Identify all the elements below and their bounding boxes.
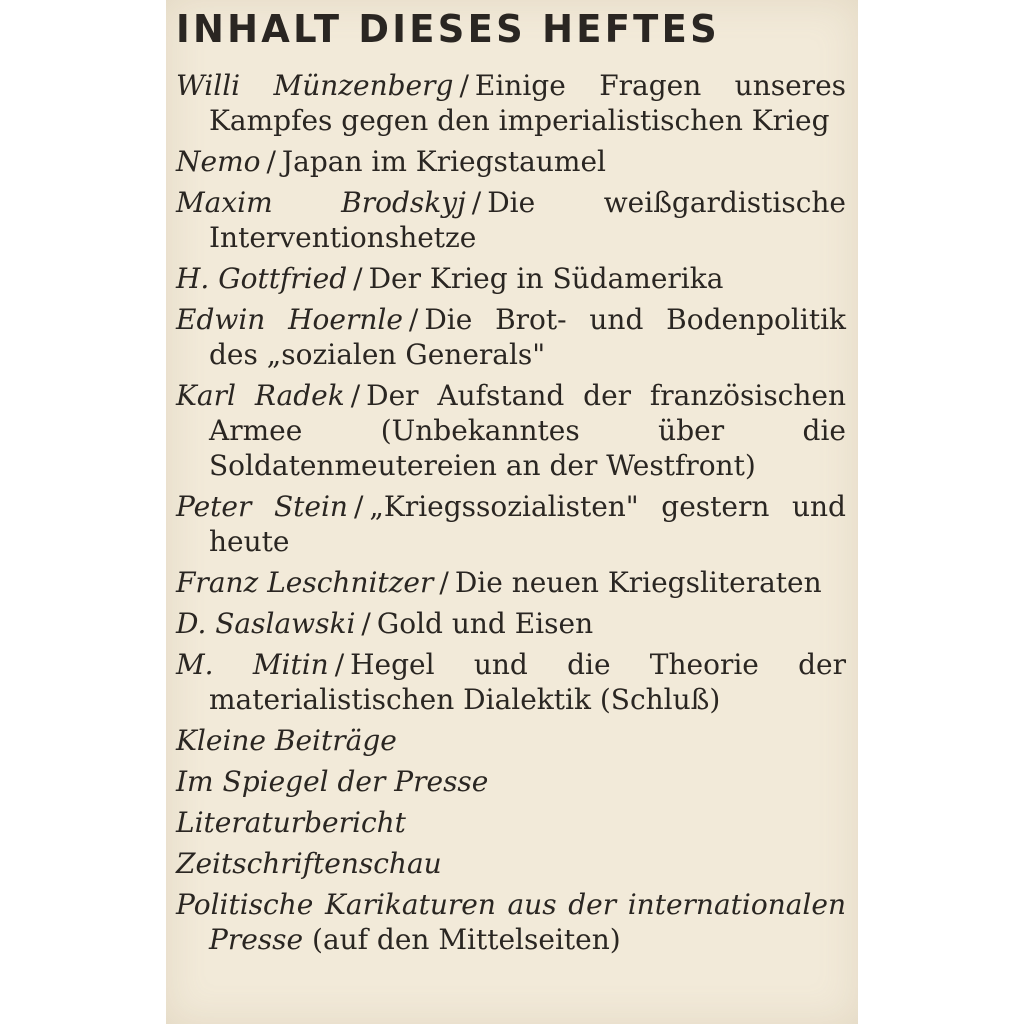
toc-entry-section bbox=[176, 805, 846, 840]
contents-heading: INHALT DIESES HEFTES bbox=[176, 7, 720, 51]
entry-author: Edwin Hoernle bbox=[176, 303, 403, 336]
entry-note: (auf den Mittelseiten) bbox=[312, 923, 621, 956]
entry-section-title: Politische Karikaturen aus der internationalen Presse bbox=[176, 888, 846, 956]
entry-section-title: Literaturbericht bbox=[176, 806, 406, 839]
toc-entry bbox=[176, 489, 846, 559]
toc-entry-section bbox=[176, 764, 846, 799]
toc-entry bbox=[176, 261, 846, 296]
toc-entry bbox=[176, 606, 846, 641]
entry-separator: / bbox=[361, 607, 371, 640]
entry-title: Die neuen Kriegsliteraten bbox=[454, 566, 822, 599]
entry-author: M. Mitin bbox=[176, 648, 329, 681]
entry-author: Peter Stein bbox=[176, 490, 348, 523]
entry-separator: / bbox=[408, 303, 419, 336]
entry-title: Der Krieg in Südamerika bbox=[368, 262, 724, 295]
entry-separator: / bbox=[353, 490, 364, 523]
entry-separator: / bbox=[459, 69, 469, 102]
entry-title: „Kriegssozialisten" gestern und heute bbox=[209, 490, 846, 558]
entry-separator: / bbox=[334, 648, 345, 681]
entry-author: Karl Radek bbox=[176, 379, 345, 412]
page bbox=[166, 0, 858, 1024]
toc-entry bbox=[176, 185, 846, 255]
table-of-contents bbox=[176, 68, 846, 963]
entry-title: Die weißgardistische Interventionshetze bbox=[209, 186, 847, 254]
toc-entry-section bbox=[176, 887, 846, 957]
entry-author: Franz Leschnitzer bbox=[176, 566, 434, 599]
toc-entry-section bbox=[176, 723, 846, 758]
entry-section-title: Kleine Beiträge bbox=[176, 724, 397, 757]
toc-entry-section bbox=[176, 846, 846, 881]
entry-separator: / bbox=[439, 566, 449, 599]
entry-author: D. Saslawski bbox=[176, 607, 356, 640]
entry-author: Nemo bbox=[176, 145, 261, 178]
entry-separator: / bbox=[353, 262, 363, 295]
entry-section-title: Im Spiegel der Presse bbox=[176, 765, 489, 798]
entry-section-title: Zeitschriftenschau bbox=[176, 847, 442, 880]
toc-entry bbox=[176, 68, 846, 138]
toc-entry bbox=[176, 565, 846, 600]
entry-title: Der Aufstand der französischen Armee (Unbekanntes über die Soldatenmeutereien an der Westfront) bbox=[209, 379, 847, 482]
toc-entry bbox=[176, 144, 846, 179]
entry-author: Maxim Brodskyj bbox=[176, 186, 466, 219]
entry-title: Gold und Eisen bbox=[376, 607, 594, 640]
entry-separator: / bbox=[266, 145, 276, 178]
toc-entry bbox=[176, 302, 846, 372]
toc-entry bbox=[176, 378, 846, 483]
entry-title: Hegel und die Theorie der materialistischen Dialektik (Schluß) bbox=[209, 648, 846, 716]
entry-author: Willi Münzenberg bbox=[176, 69, 454, 102]
entry-title: Einige Fragen unseres Kampfes gegen den imperialistischen Krieg bbox=[209, 69, 847, 137]
entry-separator: / bbox=[350, 379, 361, 412]
entry-separator: / bbox=[471, 186, 482, 219]
entry-title: Die Brot- und Bodenpolitik des „sozialen Generals" bbox=[209, 303, 846, 371]
toc-entry bbox=[176, 647, 846, 717]
entry-author: H. Gottfried bbox=[176, 262, 348, 295]
entry-title: Japan im Kriegstaumel bbox=[281, 145, 606, 178]
